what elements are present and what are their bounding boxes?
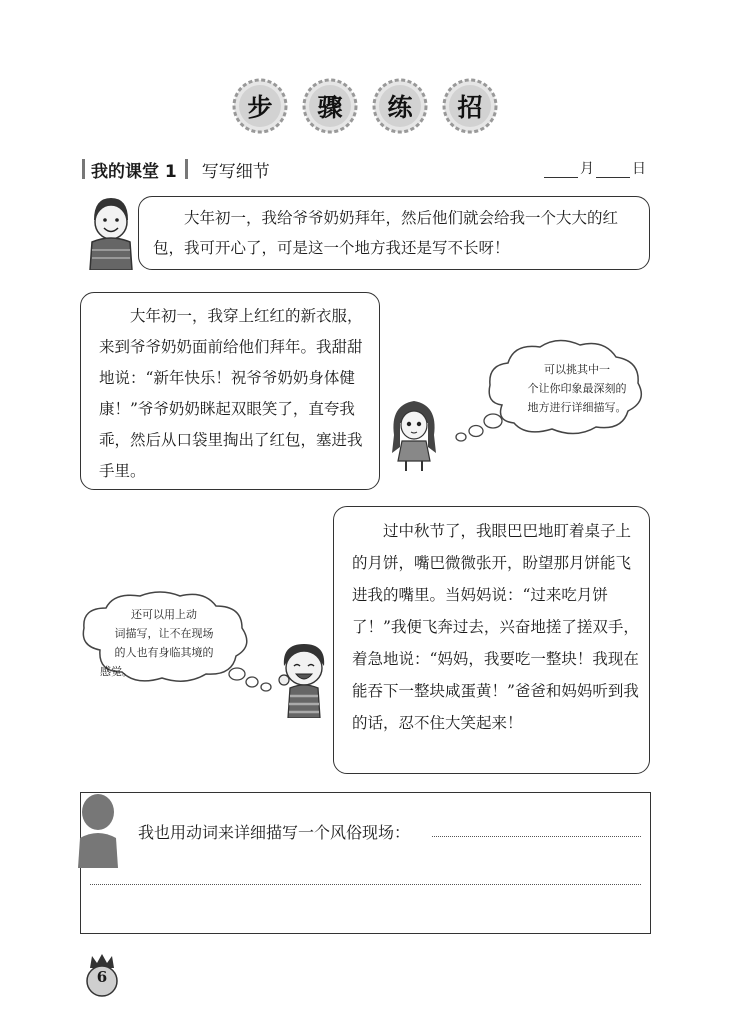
title-badge — [372, 78, 428, 134]
month-label: 月 — [580, 161, 594, 177]
girl-character-icon — [388, 395, 440, 473]
section-bar-right — [185, 159, 188, 179]
title-badge — [302, 78, 358, 134]
page-number-badge — [82, 952, 122, 998]
tip-1-line: 可以挑其中一 — [544, 363, 610, 376]
answer-line-2[interactable] — [90, 884, 641, 885]
tip-1-text — [504, 360, 650, 417]
date-field — [544, 158, 646, 178]
title-badges — [0, 78, 730, 138]
tip-2-line: 的人也有身临其境的 — [114, 646, 214, 659]
example-box-2 — [333, 506, 650, 774]
example-box-1 — [80, 292, 380, 490]
answer-line-1[interactable] — [432, 836, 641, 837]
exercise-prompt: 我也用动词来详细描写一个风俗现场： — [138, 823, 411, 842]
tip-1-line: 地方进行详细描写。 — [527, 401, 627, 414]
intro-speech-box — [138, 196, 650, 270]
title-char: 骤 — [317, 93, 343, 122]
intro-text: 大年初一，我给爷爷奶奶拜年，然后他们就会给我一个大大的红包，我可开心了，可是这一个地方我还是写不长呀！ — [153, 209, 619, 257]
tip-2-text — [86, 605, 242, 681]
writing-exercise-box — [80, 792, 651, 934]
section-title: 写写细节 — [201, 161, 270, 182]
section-bar-left — [82, 159, 85, 179]
title-char: 步 — [247, 93, 273, 122]
tip-1-line: 个让你印象最深刻的 — [527, 382, 627, 395]
title-badge — [442, 78, 498, 134]
section-header — [82, 156, 270, 182]
title-char: 练 — [387, 93, 413, 122]
title-badge — [232, 78, 288, 134]
tip-2-line: 还可以用上动 — [131, 608, 197, 621]
title-char: 招 — [457, 93, 483, 122]
month-blank[interactable] — [544, 161, 578, 178]
tip-2-line: 感觉。 — [100, 665, 133, 678]
tip-2-line: 词描写，让不在现场 — [114, 627, 214, 640]
section-label: 我的课堂 1 — [91, 161, 177, 182]
person-silhouette-icon — [72, 788, 128, 868]
boy-character-icon — [80, 190, 142, 270]
laughing-boy-character-icon — [272, 640, 334, 718]
day-label: 日 — [632, 161, 646, 177]
example-1-text: 大年初一，我穿上红红的新衣服，来到爷爷奶奶面前给他们拜年。我甜甜地说：“新年快乐！祝爷爷奶奶身体健康！”爷爷奶奶眯起双眼笑了，直夸我乖，然后从口袋里掏出了红包，塞进我手里。 — [99, 307, 363, 480]
example-2-text: 过中秋节了，我眼巴巴地盯着桌子上的月饼，嘴巴微微张开，盼望那月饼能飞进我的嘴里。当妈妈说：“过来吃月饼了！”我便飞奔过去，兴奋地搓了搓双手，着急地说：“妈妈，我要吃一整块！我现在能吞下一整块咸蛋黄！”爸爸和妈妈听到我的话，忍不住大笑起来！ — [352, 522, 639, 732]
page-number: 6 — [96, 968, 108, 986]
day-blank[interactable] — [596, 161, 630, 178]
